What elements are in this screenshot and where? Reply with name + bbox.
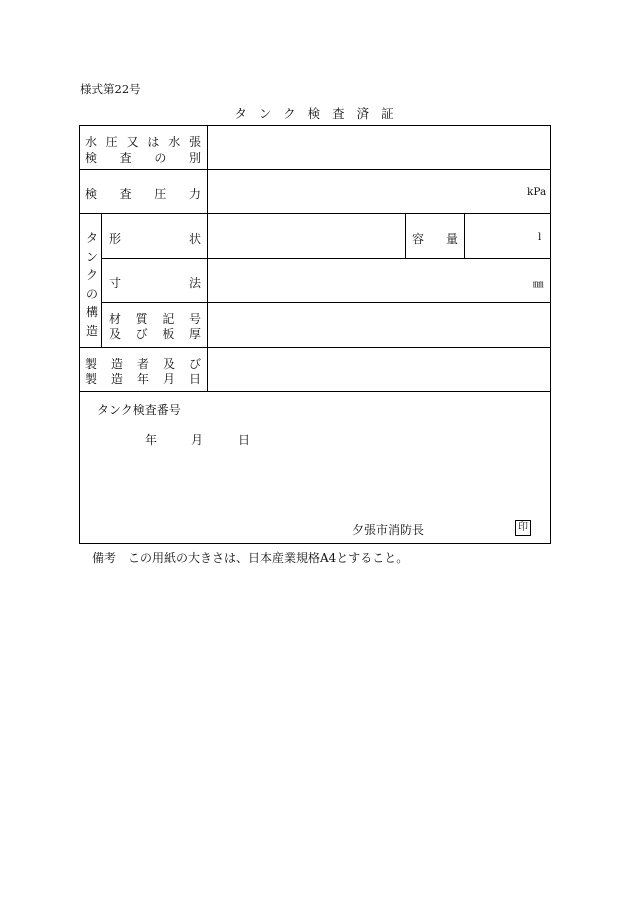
form-number: 様式第22号 bbox=[80, 82, 141, 96]
date-day-label: 日 bbox=[238, 433, 251, 447]
manufacturer-label-line2: 製 造 年 月 日 bbox=[85, 372, 201, 386]
row-divider bbox=[79, 169, 551, 170]
date-month-label: 月 bbox=[191, 433, 204, 447]
issuer-name: 夕張市消防長 bbox=[352, 523, 425, 537]
inspection-number-label: タンク検査番号 bbox=[97, 403, 181, 417]
row-divider bbox=[79, 213, 551, 214]
material-label-line1: 材 質 記 号 bbox=[109, 312, 201, 326]
seal-stamp: 印 bbox=[515, 520, 531, 536]
dimensions-unit: ㎜ bbox=[533, 278, 544, 290]
material-label-line2: 及 び 板 厚 bbox=[109, 327, 201, 341]
column-divider bbox=[405, 213, 406, 258]
pressure-type-label-line1: 水 圧 又 は 水 張 bbox=[85, 135, 201, 149]
pressure-unit: kPa bbox=[527, 186, 547, 198]
shape-label: 形 状 bbox=[109, 232, 201, 246]
dimensions-label: 寸 法 bbox=[109, 276, 201, 290]
inspection-pressure-label: 検 査 圧 力 bbox=[85, 187, 201, 201]
row-divider bbox=[101, 258, 551, 259]
row-divider bbox=[79, 391, 551, 392]
column-divider bbox=[101, 213, 102, 347]
row-divider bbox=[101, 302, 551, 303]
row-divider bbox=[79, 347, 551, 348]
capacity-label: 容 量 bbox=[412, 232, 458, 246]
tank-structure-label: タ ン ク の 構 造 bbox=[85, 231, 98, 338]
pressure-type-label-line2: 検 査 の 別 bbox=[85, 151, 201, 165]
capacity-unit: l bbox=[538, 231, 542, 243]
manufacturer-label-line1: 製 造 者 及 び bbox=[85, 357, 201, 371]
remarks-note: 備考 この用紙の大きさは、日本産業規格A4とすること。 bbox=[92, 551, 409, 565]
document-title: タンク検査済証 bbox=[234, 106, 406, 121]
date-year-label: 年 bbox=[145, 433, 158, 447]
column-divider bbox=[464, 213, 465, 258]
column-divider bbox=[207, 125, 208, 391]
